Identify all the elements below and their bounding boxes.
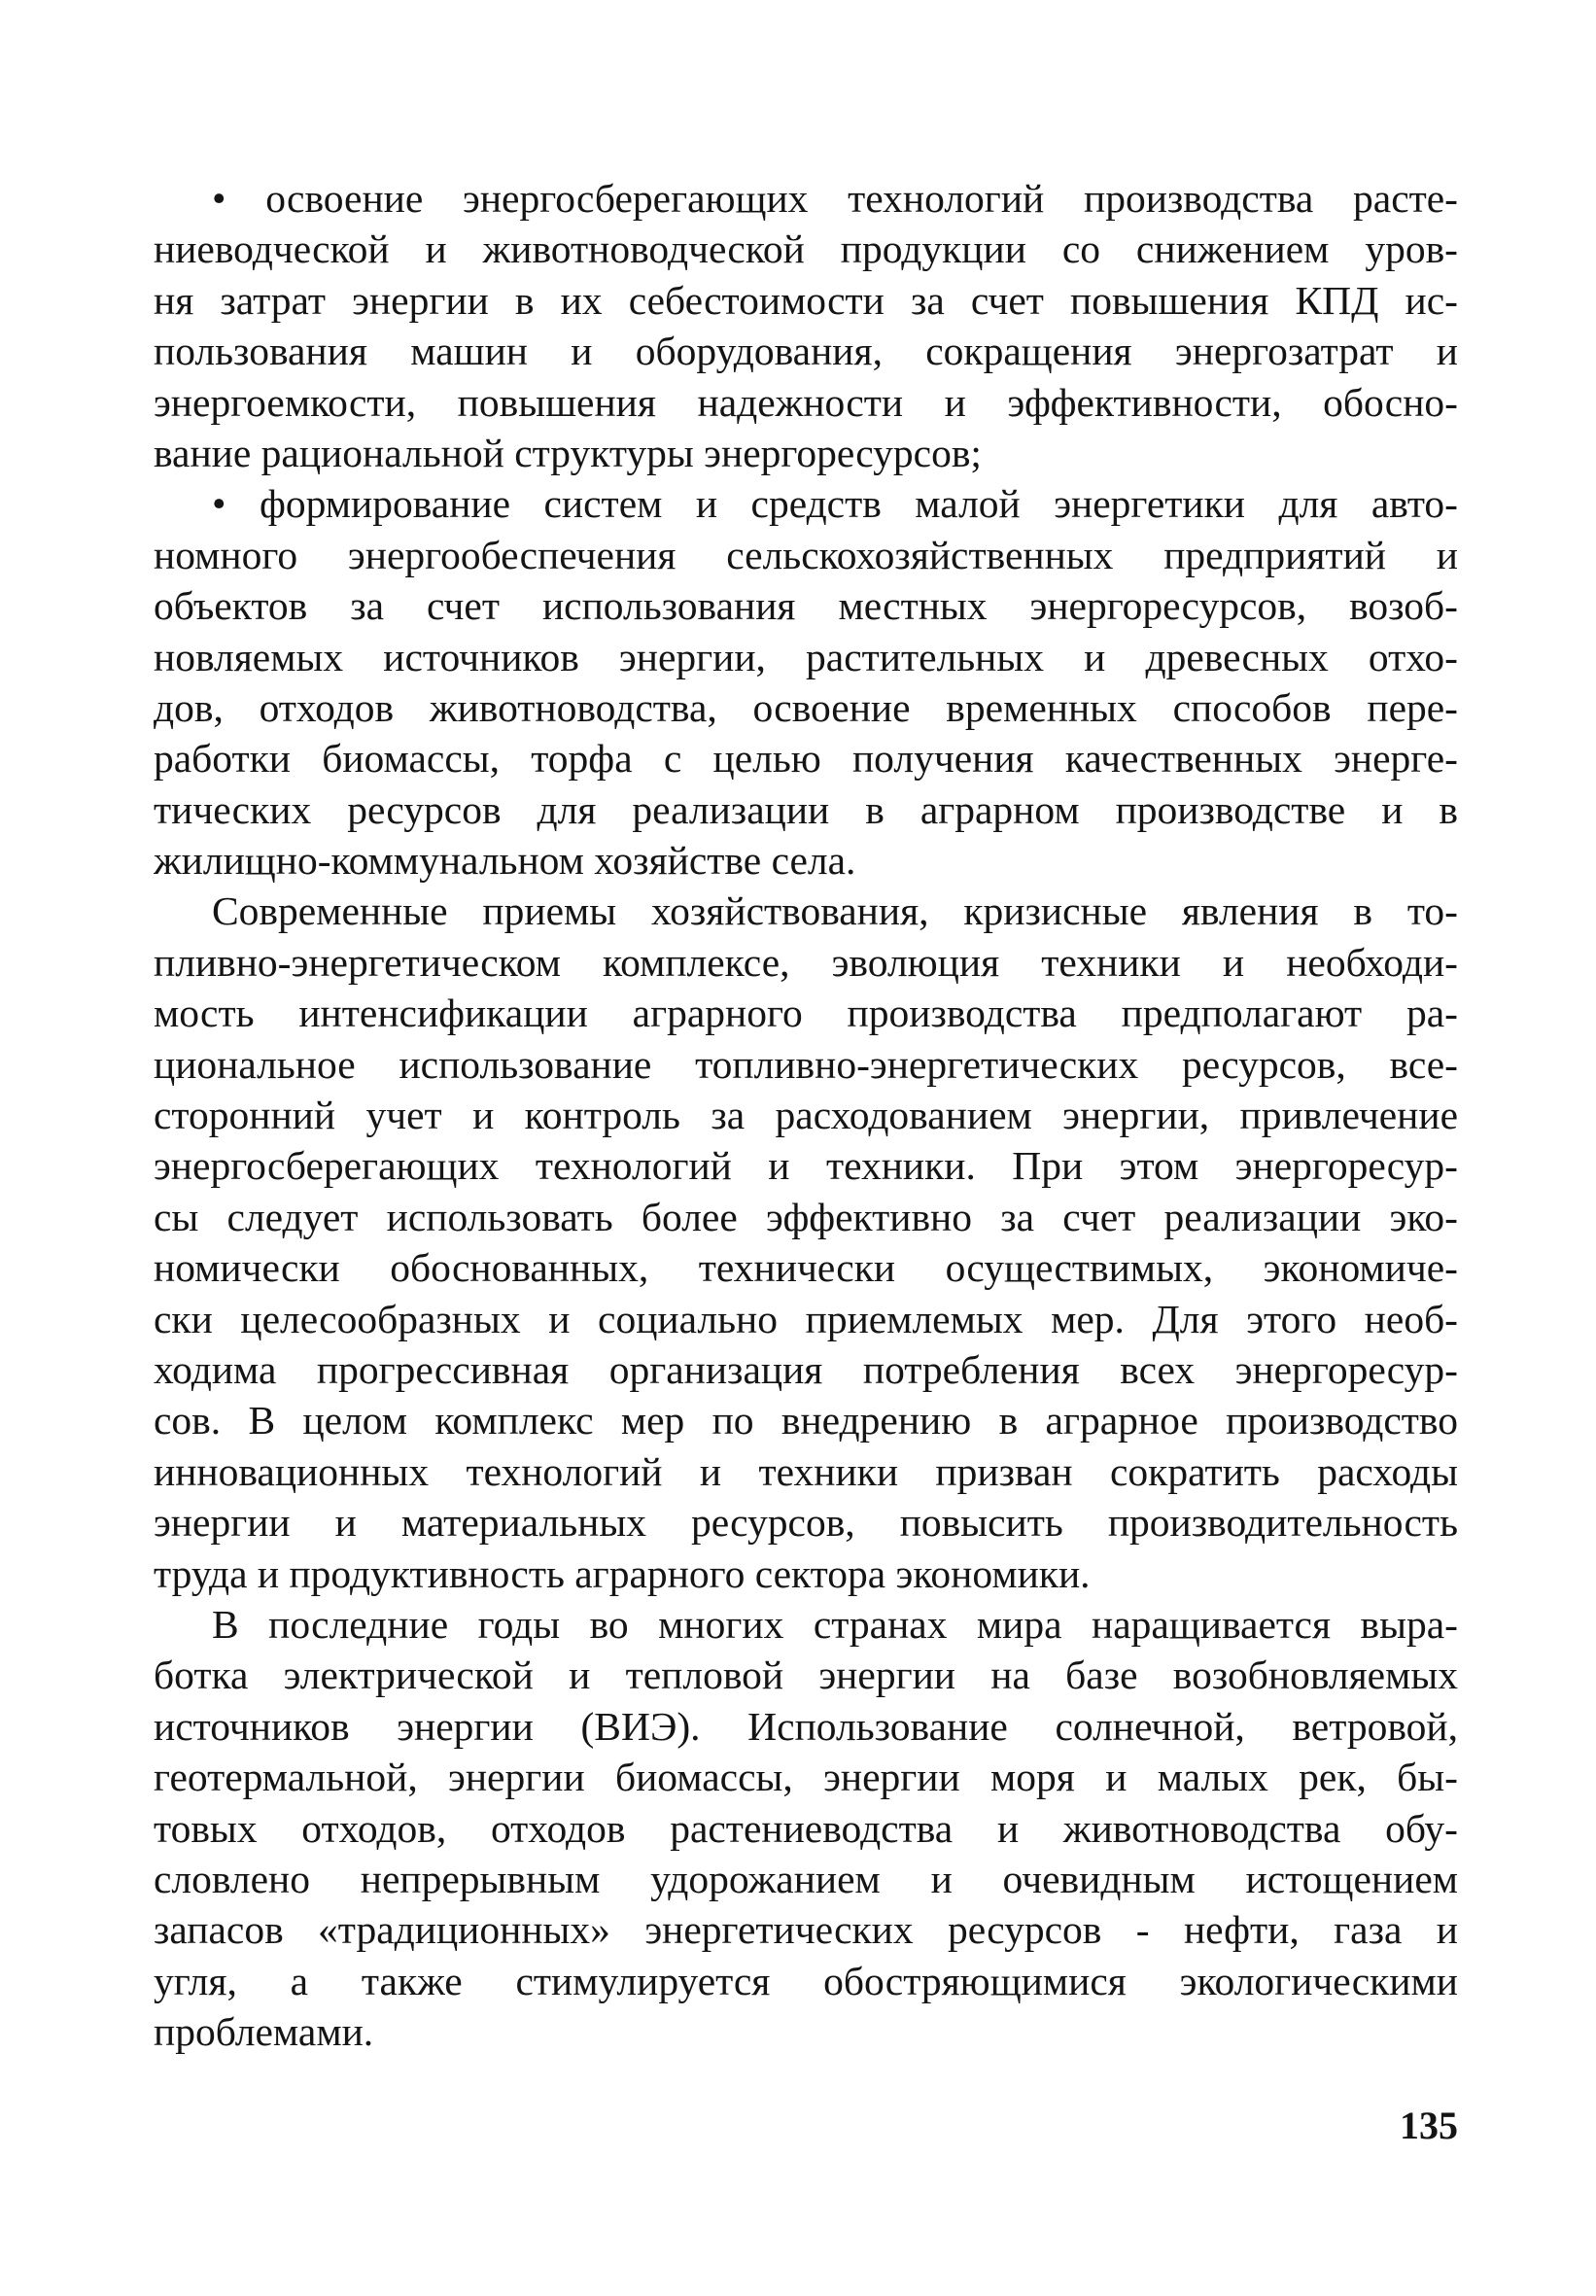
text-line: энергии и материальных ресурсов, повысить производительность	[154, 1500, 1458, 1546]
text-line: сы следует использовать более эффективно за счет реализации эко-	[154, 1194, 1458, 1239]
text-line: энергоемкости, повышения надежности и эффективности, обосно-	[154, 379, 1458, 425]
text-line: труда и продуктивность аграрного сектора экономики.	[154, 1550, 1091, 1596]
text-line: номного энергообеспечения сельскохозяйственных предприятий и	[154, 532, 1458, 577]
text-line: новляемых источников энергии, растительных и древесных отхо-	[154, 634, 1458, 679]
bullet-paragraph	[154, 478, 1458, 886]
text-line: товых отходов, отходов растениеводства и животноводства обу-	[154, 1805, 1458, 1851]
text-line: сторонний учет и контроль за расходованием энергии, привлечение	[154, 1093, 1458, 1138]
text-line: инновационных технологий и техники призван сократить расходы	[154, 1448, 1458, 1494]
text-line: циональное использование топливно-энергетических ресурсов, все-	[154, 1041, 1458, 1087]
text-line: номически обоснованных, технически осуществимых, экономиче-	[154, 1245, 1458, 1291]
text-line: дов, отходов животноводства, освоение временных способов пере-	[154, 684, 1458, 730]
text-line: источников энергии (ВИЭ). Использование солнечной, ветровой,	[154, 1703, 1458, 1749]
text-line: энергосберегающих технологий и техники. При этом энергоресур-	[154, 1143, 1458, 1189]
text-line: геотермальной, энергии биомассы, энергии моря и малых рек, бы-	[154, 1755, 1458, 1800]
text-line: жилищно-коммунальном хозяйстве села.	[154, 838, 856, 884]
text-line: пользования машин и оборудования, сокращения энергозатрат и	[154, 329, 1458, 374]
page-number: 135	[1400, 2104, 1458, 2147]
text-line: ня затрат энергии в их себестоимости за счет повышения КПД ис-	[154, 277, 1458, 323]
body-paragraph	[154, 1599, 1458, 2058]
text-line: Современные приемы хозяйствования, кризисные явления в то-	[212, 888, 1458, 934]
text-line: ниеводческой и животноводческой продукции со снижением уров-	[154, 226, 1458, 272]
text-line: проблемами.	[154, 2009, 374, 2055]
text-line: вание рациональной структуры энергоресурсов;	[154, 430, 982, 475]
text-line: В последние годы во многих странах мира наращивается выра-	[212, 1601, 1458, 1647]
book-page	[154, 173, 1458, 2195]
text-line: мость интенсификации аграрного производства предполагают ра-	[154, 991, 1458, 1036]
page-text	[154, 173, 1458, 2057]
text-line: угля, а также стимулируется обостряющимися экологическими	[154, 1958, 1458, 2003]
text-line: ходима прогрессивная организация потребления всех энергоресур-	[154, 1346, 1458, 1392]
text-line: работки биомассы, торфа с целью получения качественных энерге-	[154, 736, 1458, 782]
bullet-paragraph	[154, 173, 1458, 478]
text-line: объектов за счет использования местных энергоресурсов, возоб-	[154, 583, 1458, 629]
text-line: • освоение энергосберегающих технологий производства расте-	[212, 176, 1458, 221]
text-line: тических ресурсов для реализации в аграрном производстве и в	[154, 786, 1458, 832]
text-line: • формирование систем и средств малой энергетики для авто-	[212, 481, 1458, 527]
text-line: ски целесообразных и социально приемлемых мер. Для этого необ-	[154, 1296, 1458, 1341]
text-line: запасов «традиционных» энергетических ресурсов - нефти, газа и	[154, 1907, 1458, 1953]
body-paragraph	[154, 886, 1458, 1598]
text-line: сов. В целом комплекс мер по внедрению в аграрное производство	[154, 1398, 1458, 1444]
text-line: пливно-энергетическом комплексе, эволюция техники и необходи-	[154, 939, 1458, 985]
text-line: словлено непрерывным удорожанием и очевидным истощением	[154, 1856, 1458, 1901]
text-line: ботка электрической и тепловой энергии на базе возобновляемых	[154, 1652, 1458, 1698]
